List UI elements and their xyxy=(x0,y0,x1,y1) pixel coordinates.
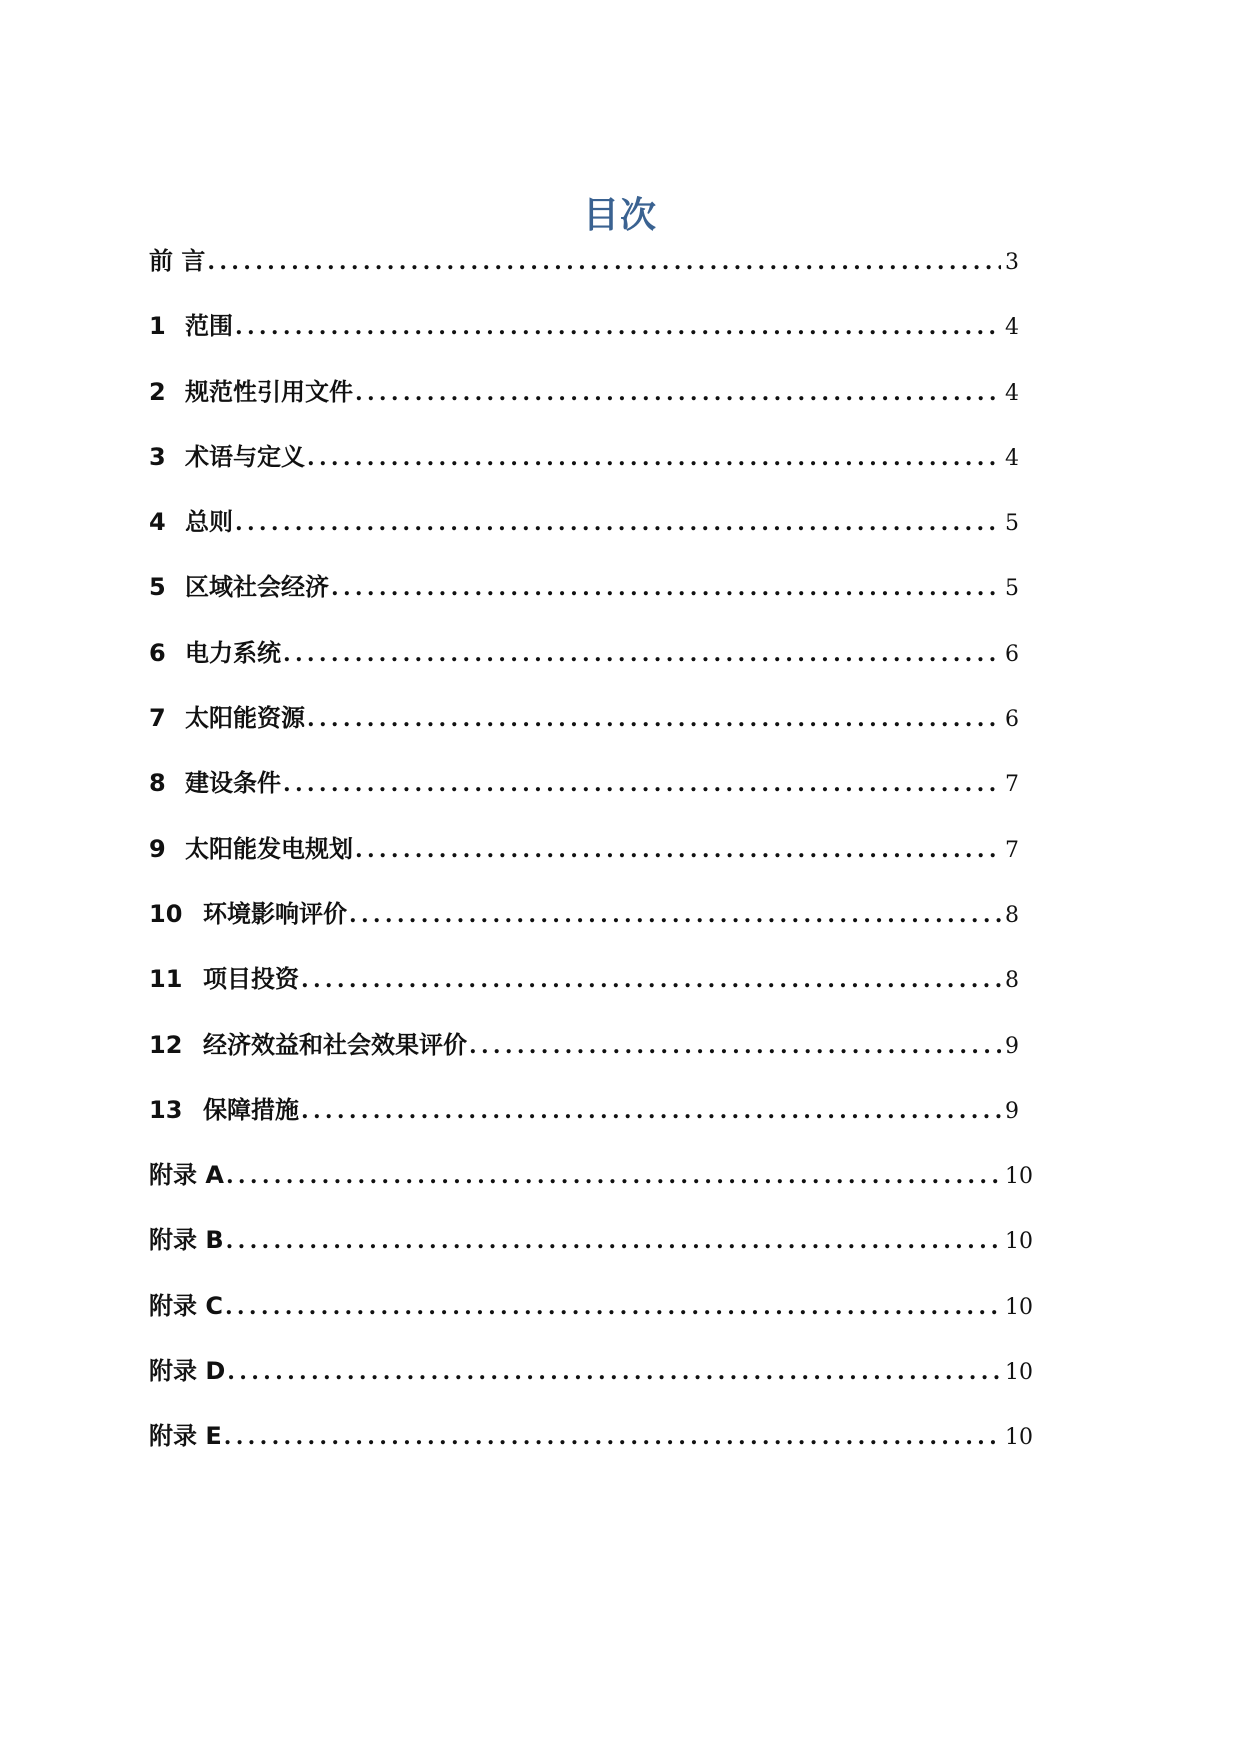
toc-entry-page: 5 xyxy=(1005,511,1019,537)
dot-leader xyxy=(207,244,1001,280)
toc-entry-page: 4 xyxy=(1005,380,1019,406)
dot-leader xyxy=(301,962,1001,998)
toc-entry-label: 区域社会经济 xyxy=(185,573,329,602)
toc-entry-label: 建设条件 xyxy=(185,769,281,798)
dot-leader xyxy=(355,832,1001,868)
dot-leader xyxy=(307,701,1001,737)
toc-entry-page: 4 xyxy=(1005,445,1019,471)
toc-entry-appendix-b[interactable] xyxy=(149,1222,1033,1287)
dot-leader xyxy=(225,1289,1001,1325)
toc-entry-8[interactable] xyxy=(149,765,1019,830)
toc-entry-number: 7 xyxy=(149,704,166,733)
toc-entry-label: 总则 xyxy=(185,508,233,537)
toc-entry-10[interactable] xyxy=(149,896,1019,961)
toc-entry-number: 11 xyxy=(149,965,183,994)
dot-leader xyxy=(469,1028,1001,1064)
toc-entry-appendix-a[interactable] xyxy=(149,1157,1033,1222)
toc-entry-number: 6 xyxy=(149,638,166,667)
toc-entry-label: 范围 xyxy=(185,312,233,341)
toc-entry-appendix-d[interactable] xyxy=(149,1353,1033,1418)
toc-entry-label: 附录 A xyxy=(149,1161,224,1190)
toc-entry-page: 6 xyxy=(1005,641,1019,667)
dot-leader xyxy=(235,505,1001,541)
toc-entry-label: 规范性引用文件 xyxy=(185,377,353,406)
toc-entry-number: 1 xyxy=(149,312,166,341)
toc-entry-page: 10 xyxy=(1005,1164,1033,1190)
toc-entry-7[interactable] xyxy=(149,700,1019,765)
toc-entry-3[interactable] xyxy=(149,439,1019,504)
toc-entry-page: 8 xyxy=(1005,968,1019,994)
toc-entry-label: 术语与定义 xyxy=(185,442,305,471)
dot-leader xyxy=(331,570,1001,606)
toc-entry-label: 前 言 xyxy=(149,247,206,275)
toc-entry-number: 5 xyxy=(149,573,166,602)
toc-entry-label: 附录 B xyxy=(149,1226,224,1255)
toc-entry-label: 附录 E xyxy=(149,1422,222,1451)
toc-entry-number: 2 xyxy=(149,377,166,406)
toc-entry-4[interactable] xyxy=(149,504,1019,569)
dot-leader xyxy=(226,1223,1001,1259)
dot-leader xyxy=(226,1158,1001,1194)
toc-entry-label: 环境影响评价 xyxy=(203,899,347,928)
toc-entry-page: 6 xyxy=(1005,707,1019,733)
toc-entry-6[interactable] xyxy=(149,635,1019,700)
toc-entry-page: 10 xyxy=(1005,1425,1033,1451)
toc-entry-12[interactable] xyxy=(149,1027,1019,1092)
toc-entry-page: 3 xyxy=(1005,250,1019,275)
toc-entry-number: 9 xyxy=(149,834,166,863)
toc-entry-page: 9 xyxy=(1005,1098,1019,1124)
toc-entry-foreword[interactable] xyxy=(149,243,1019,308)
toc-entry-5[interactable] xyxy=(149,569,1019,634)
toc-entry-label: 太阳能发电规划 xyxy=(185,834,353,863)
toc-entry-number: 10 xyxy=(149,899,183,928)
toc-entry-label: 项目投资 xyxy=(203,965,299,994)
toc-entry-2[interactable] xyxy=(149,374,1019,439)
toc-entry-page: 4 xyxy=(1005,315,1019,341)
toc-entry-11[interactable] xyxy=(149,961,1019,1026)
dot-leader xyxy=(235,309,1001,345)
toc-entry-page: 8 xyxy=(1005,902,1019,928)
toc-entry-label: 太阳能资源 xyxy=(185,704,305,733)
toc-entry-page: 10 xyxy=(1005,1229,1033,1255)
toc-entry-appendix-e[interactable] xyxy=(149,1418,1033,1483)
toc-entry-page: 9 xyxy=(1005,1033,1019,1059)
toc-entry-label: 经济效益和社会效果评价 xyxy=(203,1030,467,1059)
toc-entry-number: 12 xyxy=(149,1030,183,1059)
toc-entry-page: 5 xyxy=(1005,576,1019,602)
page-title: 目次 xyxy=(582,195,657,237)
dot-leader xyxy=(224,1419,1001,1455)
toc-entry-label: 附录 D xyxy=(149,1357,226,1386)
toc-entry-label: 电力系统 xyxy=(185,638,281,667)
toc-entry-label: 附录 C xyxy=(149,1291,223,1320)
toc-entry-label: 保障措施 xyxy=(203,1095,299,1124)
dot-leader xyxy=(307,440,1001,476)
dot-leader xyxy=(349,897,1001,933)
toc-entry-number: 13 xyxy=(149,1095,183,1124)
toc-entry-number: 3 xyxy=(149,442,166,471)
dot-leader xyxy=(283,636,1001,672)
toc-entry-page: 10 xyxy=(1005,1360,1033,1386)
toc-entry-9[interactable] xyxy=(149,831,1019,896)
toc-entry-number: 8 xyxy=(149,769,166,798)
toc-entry-13[interactable] xyxy=(149,1092,1019,1157)
toc-entry-1[interactable] xyxy=(149,308,1019,373)
table-of-contents xyxy=(149,243,1033,1484)
dot-leader xyxy=(355,375,1001,411)
toc-entry-page: 7 xyxy=(1005,772,1019,798)
dot-leader xyxy=(301,1093,1001,1129)
dot-leader xyxy=(227,1354,1001,1390)
toc-entry-appendix-c[interactable] xyxy=(149,1288,1033,1353)
toc-entry-number: 4 xyxy=(149,508,166,537)
dot-leader xyxy=(283,766,1001,802)
toc-entry-page: 7 xyxy=(1005,837,1019,863)
toc-entry-page: 10 xyxy=(1005,1294,1033,1320)
